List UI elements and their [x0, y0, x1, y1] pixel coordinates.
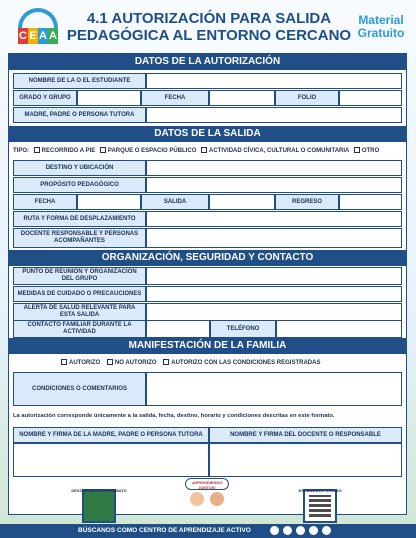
right-qr-caption: ESCANEA EL CÓDIGO [298, 488, 342, 493]
authorization-form [8, 53, 407, 515]
date-label: FECHA [141, 90, 209, 106]
health-label: ALERTA DE SALUD RELEVANTE PARA ESTA SALIDA [13, 303, 146, 321]
header [0, 0, 416, 50]
student-name-label: NOMBRE DE LA O EL ESTUDIANTE [13, 73, 146, 89]
checkbox[interactable] [61, 359, 67, 365]
departure-field[interactable] [209, 194, 275, 210]
grade-group-field[interactable] [77, 90, 141, 106]
route-label: RUTA Y FORMA DE DESPLAZAMIENTO [13, 211, 146, 227]
guardian-label: MADRE, PADRE O PERSONA TUTORA [13, 107, 146, 123]
option-other[interactable]: OTRO [354, 148, 379, 154]
promo-line: Gratuito [357, 26, 405, 40]
purpose-field[interactable] [146, 177, 402, 193]
qr-left[interactable] [82, 489, 116, 523]
option-authorize-conditions[interactable]: AUTORIZO CON LAS CONDICIONES REGISTRADAS [163, 360, 320, 366]
left-qr-caption: DESCARGA ESTE FORMATO [71, 488, 127, 493]
qr-right[interactable] [303, 489, 337, 523]
meeting-label: PUNTO DE REUNIÓN Y ORGANIZACIÓN DEL GRUPO [13, 267, 146, 285]
title-line: PEDAGÓGICA AL ENTORNO CERCANO [66, 27, 352, 44]
guardian-signature-label: NOMBRE Y FIRMA DE LA MADRE, PADRE O PERSONA TUTORA [13, 427, 209, 443]
logo-letters [18, 28, 58, 44]
meeting-field[interactable] [146, 267, 402, 285]
section-outing-header: DATOS DE LA SALIDA [9, 126, 406, 142]
checkbox[interactable] [100, 147, 106, 153]
teacher-label: DOCENTE RESPONSABLE Y PERSONAS ACOMPAÑANTES [13, 228, 146, 248]
logo-letter: A [39, 30, 47, 42]
page-title [64, 10, 354, 44]
comments-label: CONDICIONES O COMENTARIOS [13, 372, 146, 406]
return-label: REGRESO [275, 194, 339, 210]
section-organization-header: ORGANIZACIÓN, SEGURIDAD Y CONTACTO [9, 250, 406, 266]
care-field[interactable] [146, 286, 402, 302]
student-name-field[interactable] [146, 73, 402, 89]
title-line: 4.1 AUTORIZACIÓN PARA SALIDA [86, 10, 332, 27]
option-park[interactable]: PARQUE O ESPACIO PÚBLICO [100, 148, 196, 154]
teacher-field[interactable] [146, 228, 402, 248]
instagram-icon[interactable] [283, 526, 292, 535]
checkbox[interactable] [201, 147, 207, 153]
logo-letter: A [49, 30, 57, 42]
date-field[interactable] [209, 90, 275, 106]
outing-date-label: FECHA [13, 194, 77, 210]
checkbox[interactable] [354, 147, 360, 153]
phone-field[interactable] [276, 320, 402, 338]
route-field[interactable] [146, 211, 402, 227]
child-illustration [210, 492, 224, 506]
outing-type-row [13, 147, 379, 155]
logo [14, 8, 62, 48]
child-illustration [190, 492, 204, 506]
section-authorization-header: DATOS DE LA AUTORIZACIÓN [9, 54, 406, 70]
family-options-row [61, 359, 320, 367]
checkbox[interactable] [34, 147, 40, 153]
social-icons [270, 526, 331, 535]
authorization-note: La autorización corresponde únicamente a la salida, fecha, destino, horario y condiciones descritas en este formato. [13, 413, 335, 419]
destination-field[interactable] [146, 160, 402, 176]
promo-line: Material [358, 13, 404, 27]
departure-label: SALIDA [141, 194, 209, 210]
folio-field[interactable] [339, 90, 402, 106]
logo-arch [18, 8, 58, 28]
teacher-signature-label: NOMBRE Y FIRMA DEL DOCENTE O RESPONSABLE [209, 427, 402, 443]
tiktok-icon[interactable] [309, 526, 318, 535]
footer-text: BÚSCANOS COMO CENTRO DE APRENDIZAJE ACTIVO [78, 527, 251, 534]
return-field[interactable] [339, 194, 402, 210]
option-walk[interactable]: RECORRIDO A PIE [34, 148, 96, 154]
health-field[interactable] [146, 303, 402, 321]
purpose-label: PROPÓSITO PEDAGÓGICO [13, 177, 146, 193]
free-material-badge [350, 14, 412, 40]
contact-field[interactable] [146, 320, 210, 338]
option-not-authorize[interactable]: NO AUTORIZO [107, 360, 157, 366]
outing-type-label: TIPO: [13, 148, 29, 154]
spotify-icon[interactable] [322, 526, 331, 535]
destination-label: DESTINO Y UBICACIÓN [13, 160, 146, 176]
youtube-icon[interactable] [270, 526, 279, 535]
checkbox[interactable] [107, 359, 113, 365]
phone-label: TELÉFONO [210, 320, 276, 338]
logo-letter: E [29, 30, 37, 42]
guardian-signature-field[interactable] [13, 443, 209, 477]
contact-label: CONTACTO FAMILIAR DURANTE LA ACTIVIDAD [13, 320, 146, 338]
option-authorize[interactable]: AUTORIZO [61, 360, 100, 366]
checkbox[interactable] [163, 359, 169, 365]
section-family-header: MANIFESTACIÓN DE LA FAMILIA [9, 338, 406, 354]
outing-date-field[interactable] [77, 194, 141, 210]
guardian-field[interactable] [146, 107, 402, 123]
footer-bar [0, 524, 416, 538]
comments-field[interactable] [146, 372, 402, 406]
care-label: MEDIDAS DE CUIDADO O PRECAUCIONES [13, 286, 146, 302]
option-civic[interactable]: ACTIVIDAD CÍVICA, CULTURAL O COMUNITARIA [201, 148, 349, 154]
folio-label: FOLIO [275, 90, 339, 106]
logo-letter: C [19, 30, 27, 42]
grade-group-label: GRADO Y GRUPO [13, 90, 77, 106]
speech-bubble: ¡APRENDIENDO JUNTOS! [185, 478, 229, 490]
facebook-icon[interactable] [296, 526, 305, 535]
teacher-signature-field[interactable] [209, 443, 402, 477]
